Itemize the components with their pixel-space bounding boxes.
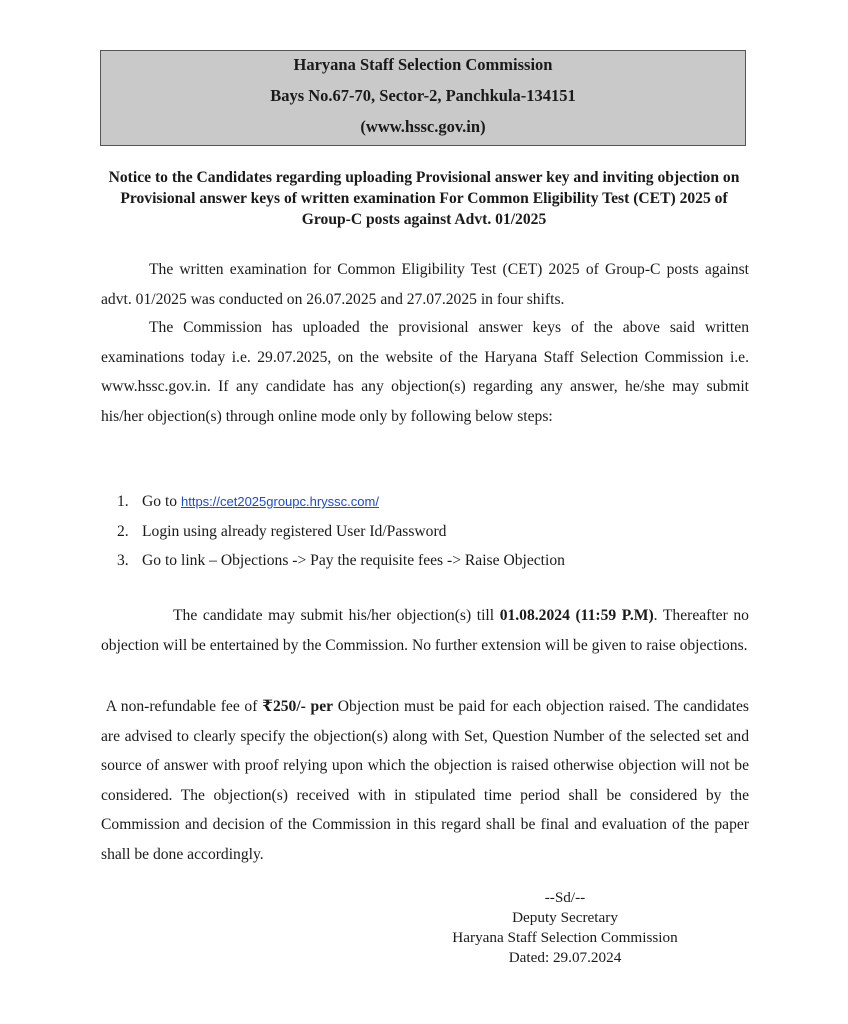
commission-name: Haryana Staff Selection Commission bbox=[293, 55, 553, 74]
fee-amount: ₹250/- per bbox=[262, 698, 334, 715]
paragraph-exam-info: The written examination for Common Eligibility Test (CET) 2025 of Group-C posts against advt. 01/2025 was conducted on 26.07.2025 and 27.07.2025 in four shifts. bbox=[101, 261, 749, 308]
step-3: 3. Go to link – Objections -> Pay the requisite fees -> Raise Objection bbox=[117, 552, 565, 569]
paragraph-fee: A non-refundable fee of ₹250/- per Objection must be paid for each objection raised. The candidates are advised to clearly specify the objection(s) along with Set, Question Number of the selected set and source of answer with proof relying upon which the objection is raised otherwise objection will not be considered. The objection(s) received with in stipulated time period shall be considered by the Commission and decision of the Commission in this regard shall be final and evaluation of the paper shall be done accordingly. bbox=[101, 698, 749, 863]
commission-website: (www.hssc.gov.in) bbox=[360, 117, 486, 136]
signature-date: Dated: 29.07.2024 bbox=[508, 949, 622, 966]
header-box bbox=[100, 50, 746, 146]
signature-block bbox=[420, 888, 710, 968]
signature-sd: --Sd/-- bbox=[544, 889, 586, 906]
step-2: 2. Login using already registered User Id/Password bbox=[117, 522, 447, 540]
deadline-date: 01.08.2024 (11:59 P.M) bbox=[499, 607, 654, 624]
objection-portal-link[interactable]: https://cet2025groupc.hryssc.com/ bbox=[180, 494, 379, 509]
notice-title: Notice to the Candidates regarding uploading Provisional answer key and inviting objection on Provisional answer keys of written examination For Common Eligibility Test (CET) 2025 of Group-C posts against Advt. 01/2025 bbox=[108, 169, 740, 228]
paragraph-answer-keys: The Commission has uploaded the provisional answer keys of the above said written examinations today i.e. 29.07.2025, on the website of the Haryana Staff Selection Commission i.e. www.hssc.gov.in. If any candidate has any objection(s) regarding any answer, he/she may submit his/her objection(s) through online mode only by following below steps: bbox=[101, 319, 749, 425]
paragraph-deadline: The candidate may submit his/her objection(s) till 01.08.2024 (11:59 P.M). Thereafter no objection will be entertained by the Commission. No further extension will be given to raise objections. bbox=[101, 607, 749, 654]
steps-list bbox=[117, 487, 565, 576]
signature-designation: Deputy Secretary bbox=[512, 909, 618, 926]
signature-org: Haryana Staff Selection Commission bbox=[452, 929, 678, 946]
commission-address: Bays No.67-70, Sector-2, Panchkula-134151 bbox=[270, 86, 576, 105]
step-1: 1. Go to https://cet2025groupc.hryssc.com/ bbox=[117, 493, 379, 510]
